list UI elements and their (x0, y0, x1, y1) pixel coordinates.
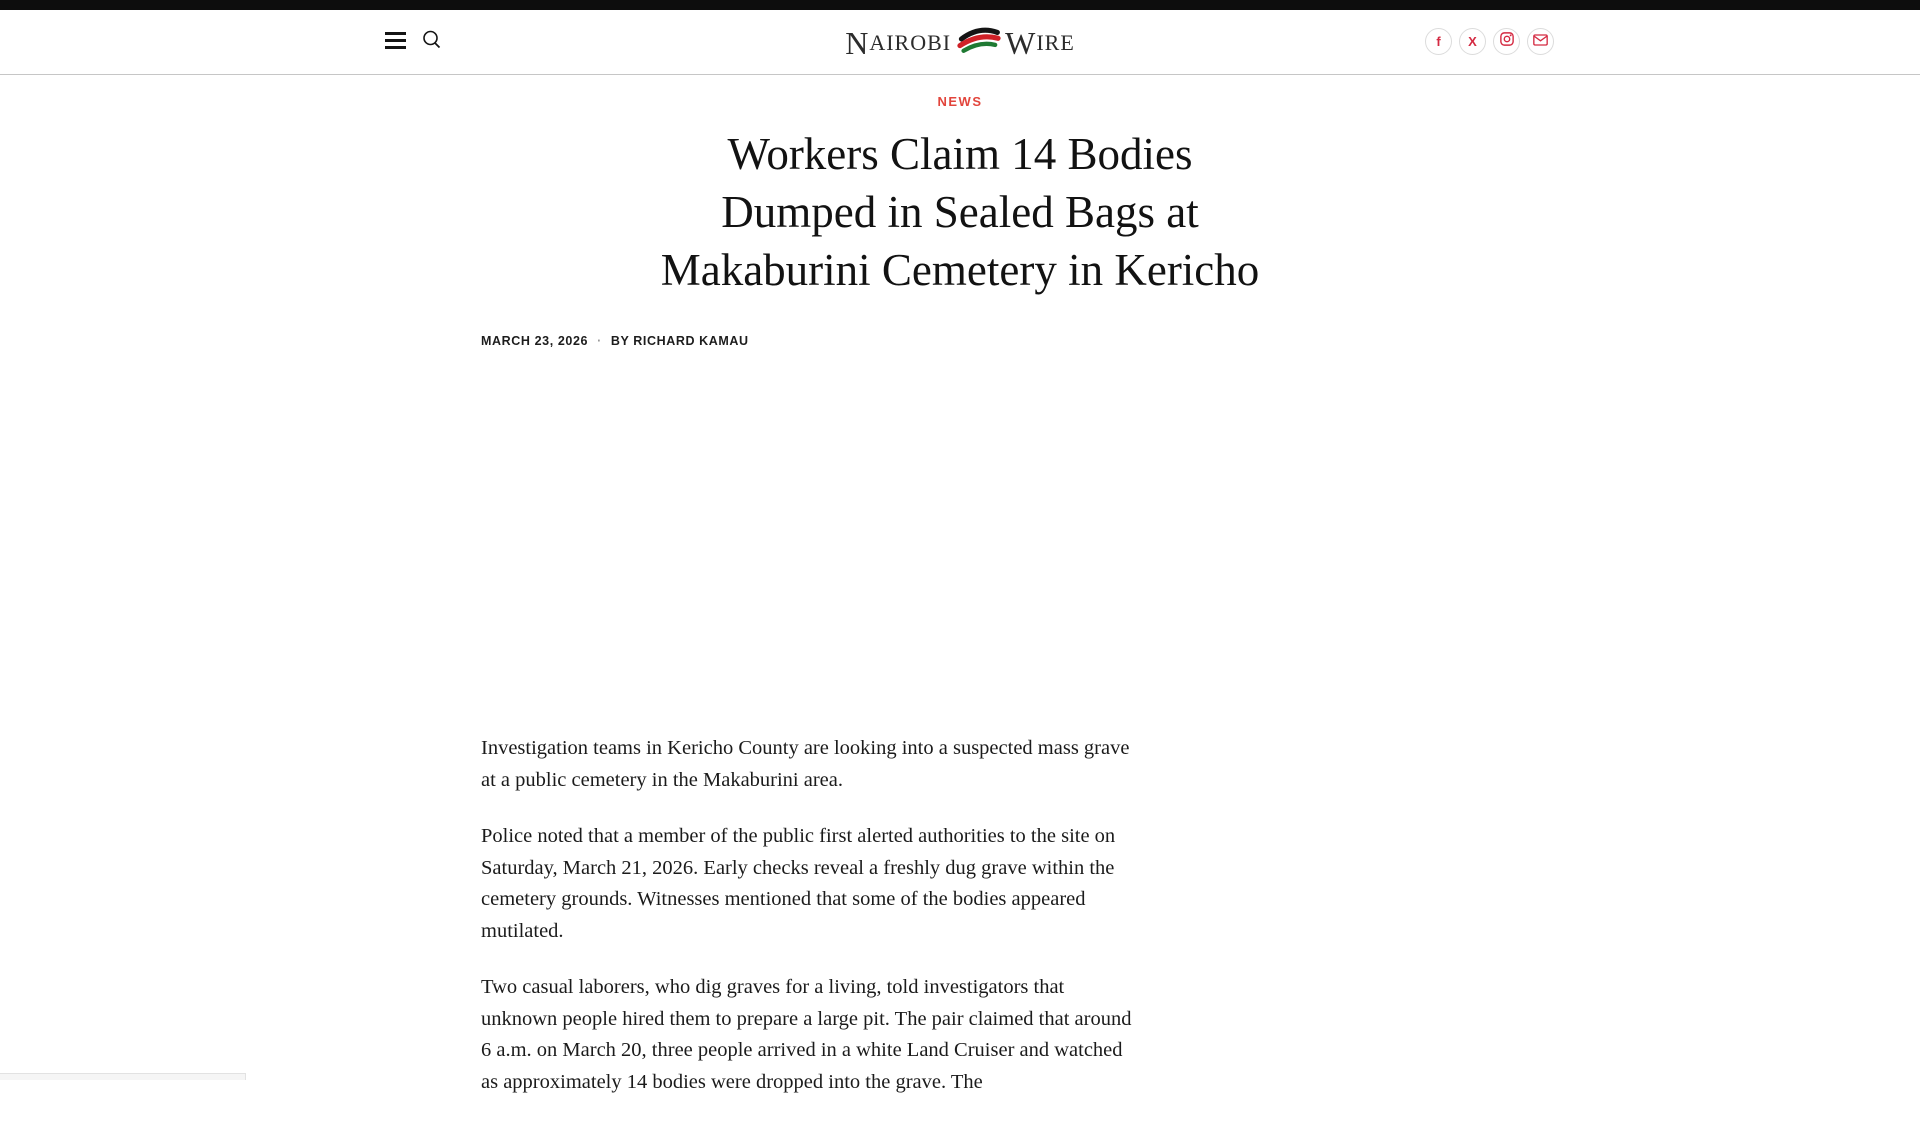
article-title-line3: Makaburini Cemetery in Kericho (660, 245, 1260, 295)
logo-word1-initial: N (845, 24, 870, 61)
byline (481, 334, 749, 348)
x-twitter-button[interactable] (1459, 28, 1486, 55)
byline-separator: · (597, 334, 602, 348)
article-body (481, 733, 1139, 1123)
x-twitter-icon: X (1468, 34, 1477, 49)
facebook-button[interactable] (1425, 28, 1452, 55)
instagram-button[interactable] (1493, 28, 1520, 55)
author-link[interactable]: BY RICHARD KAMAU (610, 334, 749, 348)
site-header (0, 10, 1920, 75)
paragraph-1: Investigation teams in Kericho County are looking into a suspected mass grave at a public cemetery in the Makaburini area. (481, 737, 1130, 791)
publish-date: MARCH 23, 2026 (481, 334, 589, 348)
top-black-bar (0, 0, 1920, 10)
article-title-line1: Workers Claim 14 Bodies (727, 129, 1193, 179)
instagram-icon (1500, 32, 1514, 51)
email-button[interactable] (1527, 28, 1554, 55)
social-links (1425, 28, 1554, 55)
logo-word2-initial: W (1005, 24, 1037, 61)
bottom-left-panel-edge (0, 1073, 246, 1080)
facebook-icon: f (1436, 34, 1441, 49)
category-label[interactable]: NEWS (937, 94, 983, 109)
site-logo[interactable] (0, 10, 1920, 75)
logo-word2-rest: IRE (1036, 29, 1075, 55)
email-icon (1533, 33, 1548, 51)
paragraph-3: Two casual laborers, who dig graves for a living, told investigators that unknown people hired them to prepare a large pit. The pair claimed that around 6 a.m. on March 20, three people arrived in a white Land Cruiser and watched as approximately 14 bodies were dropped into the grave. The (481, 976, 1132, 1093)
logo-word1-rest: AIROBI (869, 29, 952, 55)
paragraph-2: Police noted that a member of the public first alerted authorities to the site on Saturday, March 21, 2026. Early checks reveal a freshly dug grave within the cemetery grounds. Witnesses mentioned that some of the bodies appeared mutilated. (481, 825, 1116, 942)
kenya-flag-swoosh-icon (957, 24, 1001, 59)
article-title (0, 125, 1920, 299)
article-title-line2: Dumped in Sealed Bags at (721, 187, 1199, 237)
